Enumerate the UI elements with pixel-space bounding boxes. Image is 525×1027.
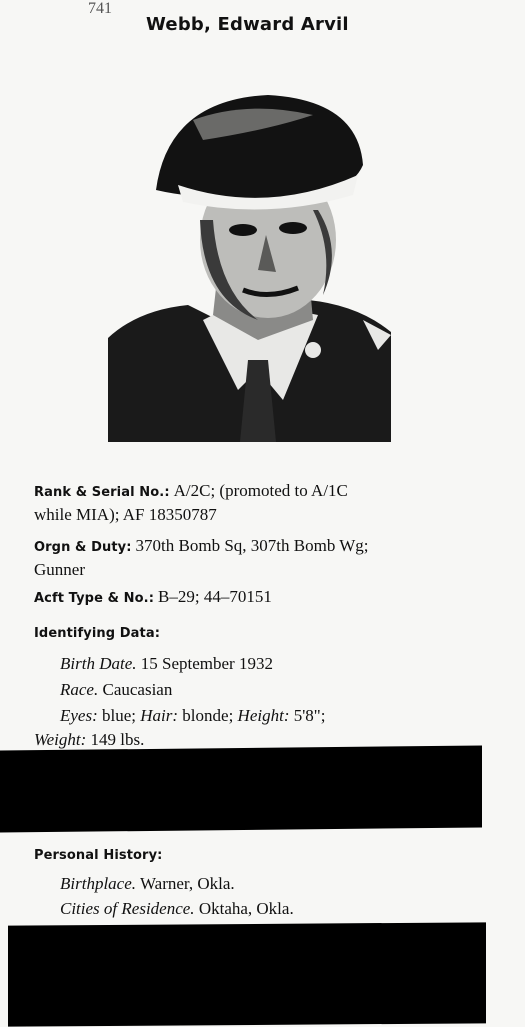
race-label: Race. [60, 680, 99, 699]
birthplace-line [60, 874, 235, 894]
orgn-label: Orgn & Duty: [34, 540, 132, 555]
race-value: Caucasian [102, 680, 173, 699]
birth-date-line [60, 654, 273, 674]
birth-date-value: 15 September 1932 [140, 654, 273, 673]
rank-label: Rank & Serial No.: [34, 485, 170, 500]
orgn-line-1 [34, 536, 369, 556]
birthplace-value: Warner, Okla. [139, 874, 235, 893]
race-line [60, 680, 172, 700]
acft-line [34, 587, 272, 607]
birth-date-label: Birth Date. [60, 654, 137, 673]
acft-value: B–29; 44–70151 [158, 587, 272, 606]
identifying-heading: Identifying Data: [34, 626, 161, 641]
cities-line [60, 899, 294, 919]
redaction-bar-edge [0, 760, 12, 800]
person-name: Webb, Edward Arvil [146, 14, 349, 35]
birthplace-label: Birthplace. [60, 874, 137, 893]
hair-value: blonde; [182, 706, 234, 725]
redaction-bar [8, 922, 486, 1026]
cities-value: Oktaha, Okla. [198, 899, 294, 918]
cities-label: Cities of Residence. [60, 899, 195, 918]
eyes-label: Eyes: [60, 706, 98, 725]
weight-label: Weight: [34, 730, 87, 749]
redaction-bar [0, 745, 482, 832]
personal-heading: Personal History: [34, 848, 163, 863]
orgn-value-2: Gunner [34, 560, 85, 579]
portrait-photo [108, 70, 391, 442]
orgn-value-1: 370th Bomb Sq, 307th Bomb Wg; [135, 536, 369, 555]
weight-line [34, 730, 144, 750]
hair-label: Hair: [140, 706, 179, 725]
rank-value-2: while MIA); AF 18350787 [34, 505, 217, 524]
rank-line-1 [34, 481, 348, 501]
acft-label: Acft Type & No.: [34, 591, 155, 606]
handwritten-mark: 741 [88, 0, 112, 17]
rank-value-1: A/2C; (promoted to A/1C [173, 481, 348, 500]
physical-line [60, 706, 325, 726]
height-label: Height: [237, 706, 290, 725]
eyes-value: blue; [102, 706, 137, 725]
weight-value: 149 lbs. [90, 730, 145, 749]
height-value: 5'8"; [293, 706, 326, 725]
